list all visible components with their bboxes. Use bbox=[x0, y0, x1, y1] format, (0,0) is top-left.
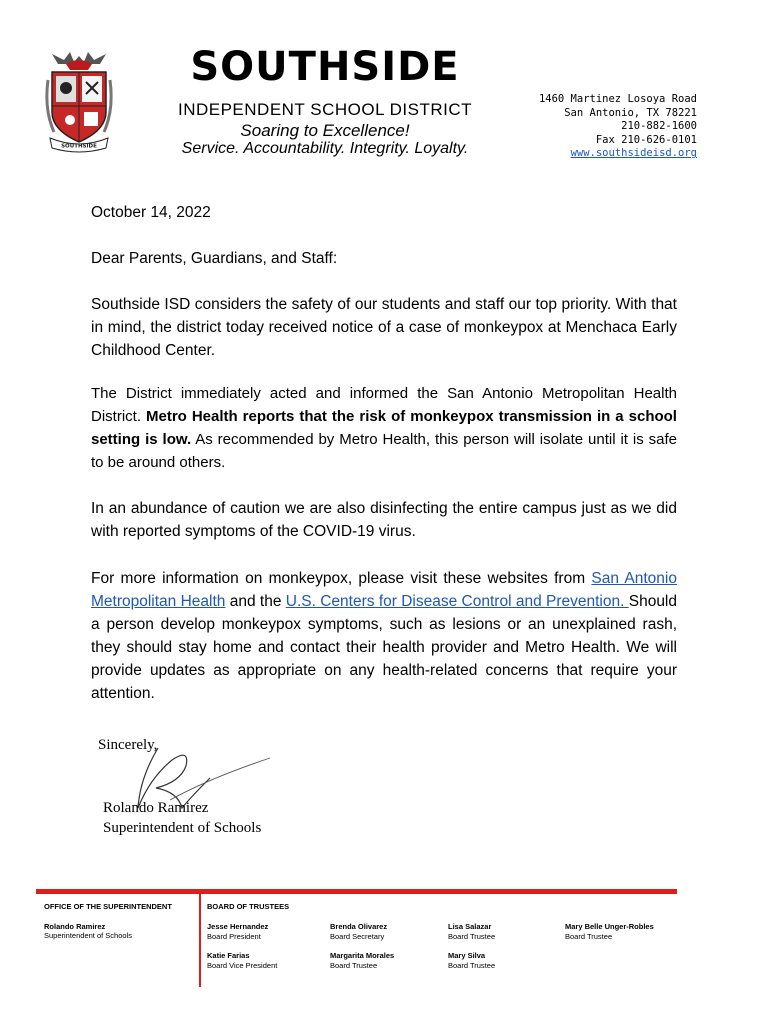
office-name: Rolando Ramirez bbox=[44, 921, 106, 931]
trustee-entry bbox=[330, 951, 394, 970]
street-address: 1460 Martinez Losoya Road bbox=[538, 93, 697, 105]
crest-banner-text: SOUTHSIDE bbox=[61, 143, 97, 150]
trustee-entry bbox=[565, 922, 654, 941]
trustee-entry bbox=[207, 951, 277, 970]
trustee-entry bbox=[448, 922, 495, 941]
district-subtitle: INDEPENDENT SCHOOL DISTRICT bbox=[177, 100, 473, 119]
trustee-name: Mary Silva bbox=[448, 951, 486, 960]
trustee-title: Board Trustee bbox=[330, 960, 378, 970]
paragraph-4-start: For more information on monkeypox, please visit these websites from bbox=[91, 570, 592, 587]
trustee-entry bbox=[207, 922, 268, 941]
paragraph-3 bbox=[91, 497, 677, 543]
paragraph-1-text: Southside ISD considers the safety of our students and staff our top priority. With that in mind, the district today received notice of a case of monkeypox at Menchaca Early Childhood Center. bbox=[91, 296, 677, 359]
signatory-name: Rolando Ramirez bbox=[103, 800, 209, 816]
trustee-name: Margarita Morales bbox=[330, 951, 395, 960]
trustee-title: Board Trustee bbox=[565, 931, 613, 941]
district-crest-logo bbox=[44, 50, 114, 156]
trustee-entry bbox=[448, 951, 495, 970]
trustee-name: Lisa Salazar bbox=[448, 922, 492, 931]
signatory-title: Superintendent of Schools bbox=[103, 820, 262, 836]
paragraph-4-mid: and the bbox=[225, 593, 286, 610]
trustee-title: Board President bbox=[207, 931, 261, 941]
paragraph-2-bold: Metro Health reports that the risk of monkeypox transmission in a school setting is low. bbox=[91, 408, 677, 448]
footer-red-rule bbox=[36, 889, 677, 894]
trustee-title: Board Secretary bbox=[330, 931, 385, 941]
district-values: Service. Accountability. Integrity. Loyalty. bbox=[181, 140, 469, 157]
paragraph-1 bbox=[91, 293, 677, 362]
district-name: SOUTHSIDE bbox=[190, 44, 460, 90]
trustee-name: Brenda Olivarez bbox=[330, 922, 388, 931]
trustee-title: Board Trustee bbox=[448, 960, 496, 970]
trustee-name: Katie Farias bbox=[207, 951, 250, 960]
cdc-link[interactable]: U.S. Centers for Disease Control and Prevention. bbox=[285, 593, 629, 610]
trustee-name: Mary Belle Unger-Robles bbox=[565, 922, 654, 931]
office-column bbox=[44, 902, 172, 941]
district-motto: Soaring to Excellence! bbox=[240, 121, 410, 140]
phone-number: 210-882-1600 bbox=[621, 120, 697, 133]
letter-greeting: Dear Parents, Guardians, and Staff: bbox=[91, 250, 338, 267]
board-header: BOARD OF TRUSTEES bbox=[207, 902, 290, 911]
paragraph-2-start: The District immediately acted and informed the San Antonio Metropolitan Health District. bbox=[91, 385, 677, 425]
website-link[interactable]: www.southsideisd.org bbox=[570, 147, 697, 160]
trustee-title: Board Trustee bbox=[448, 931, 496, 941]
contact-block bbox=[539, 93, 697, 161]
paragraph-2 bbox=[91, 382, 677, 474]
trustee-entry bbox=[330, 922, 387, 941]
board-header-wrap bbox=[207, 902, 289, 912]
footer-vertical-divider bbox=[199, 889, 201, 987]
paragraph-4-end: Should a person develop monkeypox symptoms, such as lesions or an unexplained rash, they should stay home and contact their health provider and Metro Health. We will provide updates as appropriate on any health-related concerns that require your attention. bbox=[91, 593, 677, 702]
office-title: Superintendent of Schools bbox=[44, 931, 132, 941]
trustee-title: Board Vice President bbox=[207, 960, 278, 970]
fax-number: Fax 210-626-0101 bbox=[595, 133, 697, 146]
closing-sincerely: Sincerely, bbox=[98, 737, 158, 753]
paragraph-3-text: In an abundance of caution we are also disinfecting the entire campus just as we did with reported symptoms of the COVID-19 virus. bbox=[91, 500, 677, 540]
letter-date: October 14, 2022 bbox=[91, 204, 211, 221]
trustee-name: Jesse Hernandez bbox=[207, 922, 269, 931]
signatory-block bbox=[103, 798, 261, 838]
paragraph-2-end: As recommended by Metro Health, this person will isolate until it is safe to be around others. bbox=[91, 431, 678, 471]
paragraph-4 bbox=[91, 567, 677, 705]
office-header: OFFICE OF THE SUPERINTENDENT bbox=[44, 902, 172, 911]
metro-health-link[interactable]: San Antonio Metropolitan Health bbox=[91, 570, 677, 610]
city-state-zip: San Antonio, TX 78221 bbox=[564, 106, 697, 119]
